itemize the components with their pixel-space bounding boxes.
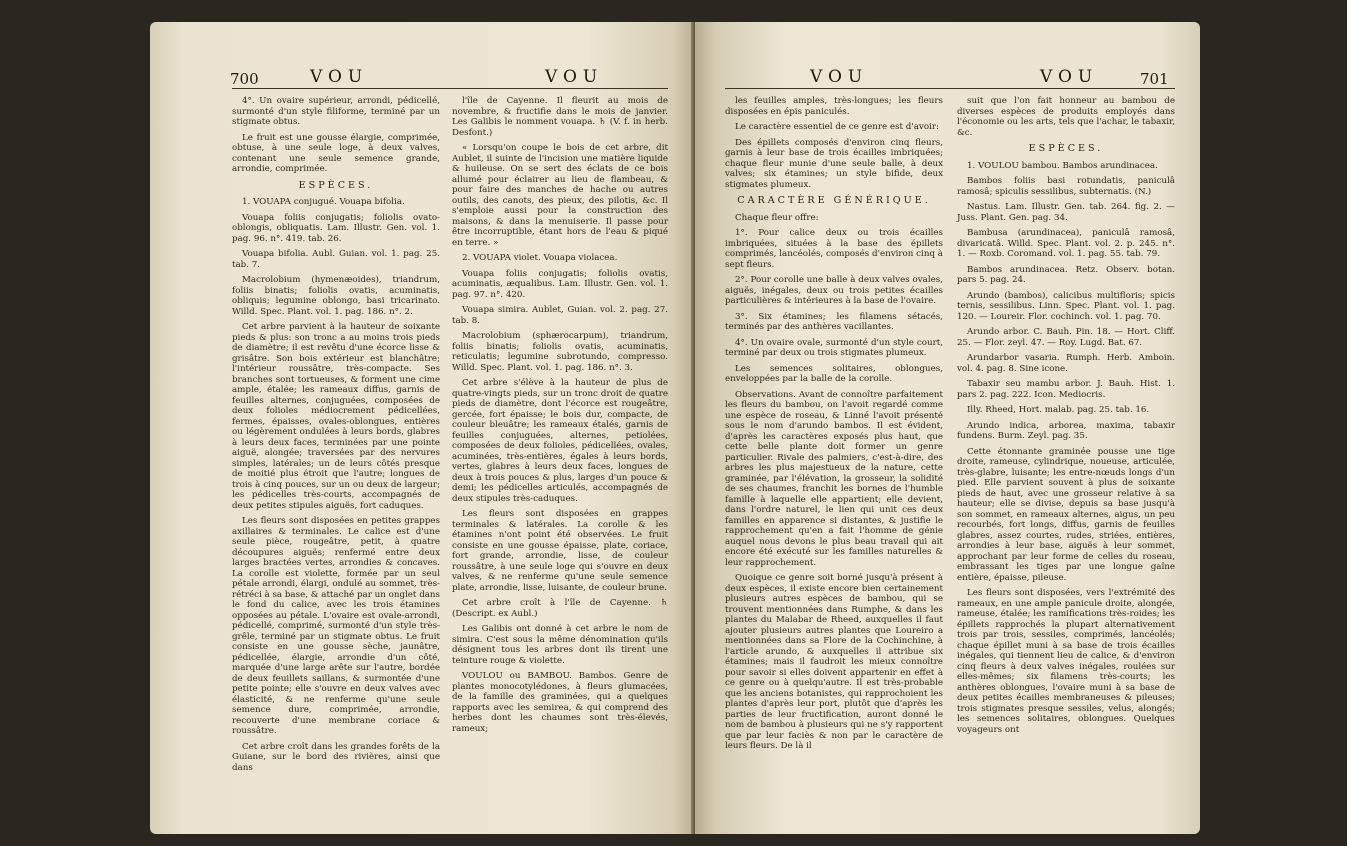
text-column-1 — [232, 96, 440, 778]
paragraph: Cet arbre croît dans les grandes forêts de la Guiane, sur le bord des rivières, ainsi que dans — [232, 741, 440, 773]
running-head-right: VOU — [545, 67, 604, 87]
left-page — [150, 22, 695, 834]
paragraph: Tabaxir seu mambu arbor. J. Bauh. Hist. 1. pars 2. pag. 222. Icon. Mediocris. — [957, 379, 1175, 400]
paragraph: Nastus. Lam. Illustr. Gen. tab. 264. fig. 2. — Juss. Plant. Gen. pag. 34. — [957, 202, 1175, 223]
header-rule — [725, 88, 1175, 89]
paragraph: 4°. Un ovaire supérieur, arrondi, pédicellé, surmonté d'un style filiforme, terminé par un stigmate obtus. — [232, 96, 440, 127]
paragraph: 2°. Pour corolle une balle à deux valves ovales, aiguës, inégales, deux ou trois petites écailles particulières & intérieures à la base de l'ovaire. — [725, 275, 943, 306]
paragraph: Macrolobium (sphærocarpum), triandrum, foliis binatis; foliolis ovatis, acuminatis, reticulatis; legumine subrotundo, compresso. Willd. Spec. Plant. vol. 1. pag. 186. n°. 3. — [452, 331, 668, 373]
paragraph: Cette étonnante graminée pousse une tige droite, rameuse, cylindrique, noueuse, articulée, très-glabre, luisante; les entre-nœuds longs d'un pied. Elle parvient souvent à plus de soixante pieds de haut, avec une grosseur relative à sa hauteur; elle se divise, depuis sa base jusqu'à son sommet, en rameaux alternes, aigus, un peu recourbés, fort longs, diffus, garnis de feuilles glabres, assez courtes, rudes, striées, entières, arrondies à leur base, aiguës à leur sommet, approchant par leur forme de celles du roseau, embrassant les tiges par une longue gaîne entière, épaisse, pileuse. — [957, 446, 1175, 583]
paragraph: Bambos foliis basi rotundatis, paniculâ ramosâ; spiculis sessilibus, subternatis. (N.) — [957, 176, 1175, 197]
paragraph: VOULOU ou BAMBOU. Bambos. Genre de plantes monocotylédones, à fleurs glumacées, de la famille des graminées, qui a quelques rapports avec les semirea, & qui comprend des herbes dont les chaumes sont très-élevés, rameux; — [452, 671, 668, 734]
text-column-2 — [452, 96, 668, 739]
section-heading: ESPÈCES. — [298, 179, 374, 191]
paragraph: Arundo arbor. C. Bauh. Pin. 18. — Hort. Cliff. 25. — Flor. zeyl. 47. — Roy. Lugd. Bat. 67. — [957, 327, 1175, 348]
paragraph: 1. VOUAPA conjugué. Vouapa bifolia. — [242, 197, 405, 207]
section-heading: CARACTÈRE GÉNÉRIQUE. — [737, 195, 931, 206]
paragraph: Arundo indica, arborea, maxima, tabaxir fundens. Burm. Zeyl. pag. 35. — [957, 420, 1175, 441]
open-book — [150, 22, 1200, 834]
page-number: 701 — [1140, 70, 1169, 88]
paragraph: Chaque fleur offre: — [735, 212, 819, 223]
paragraph: Cet arbre croît à l'île de Cayenne. ♄ (Descript. ex Aubl.) — [452, 598, 668, 619]
paragraph: Bambos arundinacea. Retz. Observ. botan. pars 5. pag. 24. — [957, 264, 1175, 285]
paragraph: Les fleurs sont disposées, vers l'extrémité des rameaux, en une ample panicule droite, alongée, rameuse, étalée; les ramifications très-roides; les épillets rapprochés la plupart alternativement trois par trois, sessiles, comprimés, lancéolés; chaque épillet muni à sa base de trois écailles inégales, qui tiennent lieu de calice, & d'environ cinq fleurs à deux valves inégales, roulées sur elles-mêmes; six filamens très-courts; les anthères oblongues, l'ovaire muni à sa base de deux petites écailles membraneuses & pileuses; trois stigmates presque sessiles, velus, alongés; les semences solitaires, oblongues. Quelques voyageurs ont — [957, 588, 1175, 735]
paragraph: Les Galibis ont donné à cet arbre le nom de simira. C'est sous la même dénomination qu'ils désignent tous les arbres dont ils tirent une teinture rouge & violette. — [452, 624, 668, 666]
paragraph: Vouapa simira. Aublet, Guian. vol. 2. pag. 27. tab. 8. — [452, 305, 668, 326]
paragraph: « Lorsqu'on coupe le bois de cet arbre, dit Aublet, il suinte de l'incision une matière liquide & huileuse. On se sert des éclats de ce bois allumé pour éclairer au lieu de flambeau, & pour faire des manches de hache ou autres outils, des canots, des pieux, des pilotis, &c. Il s'emploie aussi pour la construction des maisons, & dans la menuiserie. Il passe pour être incorruptible, étant hors de l'eau & piqué en terre. » — [452, 143, 668, 248]
paragraph: Des épillets composés d'environ cinq fleurs, garnis à leur base de trois écailles imbriquées; chaque fleur munie d'une seule balle, à deux valves; six étamines; un style bifide, deux stigmates plumeux. — [725, 137, 943, 190]
paragraph: Observations. Avant de connoître parfaitement les fleurs du bambou, on l'avoit regardé comme une espèce de roseau, & Linné l'avoit présenté sous le nom d'arundo bambos. Il est évident, d'après les caractères exposés plus haut, que cette belle plante doit former un genre particulier. Rivale des palmiers, c'est-à-dire, des arbres les plus majestueux de la nature, cette graminée, par l'élévation, la grosseur, la solidité de ses chaumes, franchit les bornes de l'humble famille à laquelle elle appartient; elle devient, dans l'ordre naturel, le lien qui unit ces deux familles en apparence si distantes, & justifie le rapprochement qu'en a fait l'homme de génie auquel nous devons le plus beau travail qui ait encore été exécuté sur les familles naturelles & leur rapprochement. — [725, 389, 943, 568]
paragraph: Le caractère essentiel de ce genre est d'avoir: — [735, 122, 939, 132]
paragraph: Quoique ce genre soit borné jusqu'à présent à deux espèces, il existe encore bien certainement plusieurs autres espèces de bambou, qui se trouvent mentionnées dans Rumphe, & dans les plantes du Malabar de Rheed, auxquelles il faut ajouter plusieurs autres plantes que Loureiro a mentionnées dans sa Flore de la Cochinchine, à l'article arundo, & auxquelles il attribue six étamines; mais il faudroit les mieux connoître pour savoir si elles doivent appartenir en effet à ce genre ou à quelqu'autre. Il est très-probable que les anciens botanistes, qui rapprochoient les plantes d'après leur port, plutôt que d'après les parties de leur fructification, auront donné le nom de bambou à plusieurs qui ne s'y rapportent que par leur faciès & non par le caractère de leurs fleurs. De là il — [725, 573, 943, 751]
paragraph: Cet arbre parvient à la hauteur de soixante pieds & plus: son tronc a au moins trois pieds de diamètre; il est revêtu d'une écorce lisse & grisâtre. Son bois extérieur est blanchâtre; l'intérieur roussâtre, très-compacte. Ses branches sont tortueuses, & forment une cime ample, étalée; les rameaux diffus, garnis de feuilles alternes, conjuguées, composées de deux folioles médiocrement pédicellées, fermes, épaisses, ovales-oblongues, entières ou légèrement ondulées à leurs bords, glabres à leurs deux faces, terminées par une pointe aiguë, alongée; traversées par des nervures simples, latérales; un de leurs côtés presque de moitié plus étroit que l'autre; longues de trois à cinq pouces, sur un ou deux de largeur; les pédicelles très-courts, accompagnés de deux petites stipules aiguës, fort caduques. — [232, 322, 440, 511]
paragraph: Les semences solitaires, oblongues, enveloppées par la balle de la corolle. — [725, 363, 943, 384]
paragraph: 1°. Pour calice deux ou trois écailles imbriquées, situées à la base des épillets comprimés, lancéolés, composés d'environ cinq à sept fleurs. — [725, 228, 943, 270]
paragraph: 4°. Un ovaire ovale, surmonté d'un style court, terminé par deux ou trois stigmates plumeux. — [725, 337, 943, 358]
paragraph: Le fruit est une gousse élargie, comprimée, obtuse, à une seule loge, à deux valves, contenant une seule semence grande, arrondie, comprimée. — [232, 132, 440, 174]
text-column-1 — [725, 96, 943, 757]
right-page — [695, 22, 1200, 834]
running-head-right: VOU — [1040, 67, 1099, 87]
paragraph: Vouapa foliis conjugatis; foliolis ovatis, acuminatis, æqualibus. Lam. Illustr. Gen. vol. 1. pag. 97. n°. 420. — [452, 268, 668, 300]
paragraph: suit que l'on fait honneur au bambou de diverses espèces de produits employés dans l'économie ou les arts, tels que l'achar, le tabaxir, &c. — [957, 96, 1175, 138]
paragraph: Vouapa foliis conjugatis; foliolis ovato-oblongis, obliquatis. Lam. Illustr. Gen. vol. 1. pag. 96. n°. 419. tab. 26. — [232, 212, 440, 244]
paragraph: 2. VOUAPA violet. Vouapa violacea. — [462, 253, 618, 263]
section-heading: ESPÈCES. — [1028, 143, 1104, 154]
paragraph: l'île de Cayenne. Il fleurit au mois de novembre, & fructifie dans le mois de janvier. Les Galibis le nomment vouapa. ♄ (V. f. in herb. Desfont.) — [452, 96, 668, 138]
paragraph: Arundo (bambos), calicibus multifloris; spicis ternis, sessilibus. Linn. Spec. Plant. vol. 1. pag. 120. — Loureir. Flor. cochinch. vol. 1. pag. 70. — [957, 290, 1175, 322]
header-rule — [232, 88, 668, 89]
paragraph: les feuilles amples, très-longues; les fleurs disposées en épis paniculés. — [725, 96, 943, 117]
paragraph: Vouapa bifolia. Aubl. Guian. vol. 1. pag. 25. tab. 7. — [232, 249, 440, 270]
paragraph: 1. VOULOU bambou. Bambos arundinacea. — [967, 160, 1158, 171]
paragraph: Bambusa (arundinacea), paniculâ ramosâ, divaricatâ. Willd. Spec. Plant. vol. 2. p. 245. n°. 1. — Roxb. Coromand. vol. 1. pag. 55. tab. 79. — [957, 228, 1175, 259]
paragraph: 3°. Six étamines; les filamens sétacés, terminés par des anthères vacillantes. — [725, 311, 943, 332]
paragraph: Macrolobium (hymenæoides), triandrum, foliis binatis; foliolis ovatis, acuminatis, obliquis; legumine oblongo, basi tricarinato. Willd. Spec. Plant. vol. 1. pag. 186. n°. 2. — [232, 275, 440, 317]
paragraph: Cet arbre s'élève à la hauteur de plus de quatre-vingts pieds, sur un tronc droit de quatre pieds de diamètre, dont l'écorce est rougeâtre, gercée, fort épaisse; le bois dur, compacte, de couleur bleuâtre; les rameaux étalés, garnis de feuilles conjuguées, alternes, petiolées, composées de deux folioles, pédicellées, ovales, acuminées, très-entières, égales à leurs bords, vertes, glabres à leurs deux faces, longues de deux à trois pouces & plus, larges d'un pouce & demi; les pédicelles articulés, accompagnés de deux stipules très-caduques. — [452, 378, 668, 504]
paragraph: Les fleurs sont disposées en petites grappes axillaires & terminales. Le calice est d'une seule pièce, rougeâtre, petit, à quatre découpures aiguës; renfermé entre deux larges bractées vertes, arrondies & concaves. La corolle est violette, formée par un seul pétale arrondi, élargi, ondulé au sommet, très-rétréci à sa base, & attaché par un onglet dans le fond du calice, avec les trois étamines opposées au pétale. L'ovaire est ovale-arrondi, pédicellé, comprimé, surmonté d'un style très-grêle, terminé par un stigmate obtus. Le fruit consiste en une gousse sèche, jaunâtre, pédicellée, élargie, arrondie d'un côté, marquée d'une large arête sur l'autre, bordée de deux feuillets saillans, & surmontée d'une petite pointe; elle s'ouvre en deux valves avec élasticité, & ne renferme qu'une seule semence dure, comprimée, arrondie, recouverte d'une membrane coriace & roussâtre. — [232, 516, 440, 736]
running-head-left: VOU — [810, 67, 869, 87]
paragraph: Les fleurs sont disposées en grappes terminales & latérales. La corolle & les étamines n'ont point été observées. Le fruit consiste en une gousse épaisse, plate, coriace, fort grande, arrondie, lisse, de couleur roussâtre, à une seule loge qui s'ouvre en deux valves, & ne renferme qu'une seule semence plate, arrondie, lisse, luisante, de couleur brune. — [452, 509, 668, 593]
text-column-2 — [957, 96, 1175, 740]
running-head-left: VOU — [310, 67, 369, 87]
page-number: 700 — [230, 70, 259, 88]
paragraph: Arundarbor vasaria. Rumph. Herb. Amboin. vol. 4. pag. 8. Sine icone. — [957, 353, 1175, 374]
paragraph: Illy. Rheed, Hort. malab. pag. 25. tab. 16. — [967, 405, 1150, 415]
